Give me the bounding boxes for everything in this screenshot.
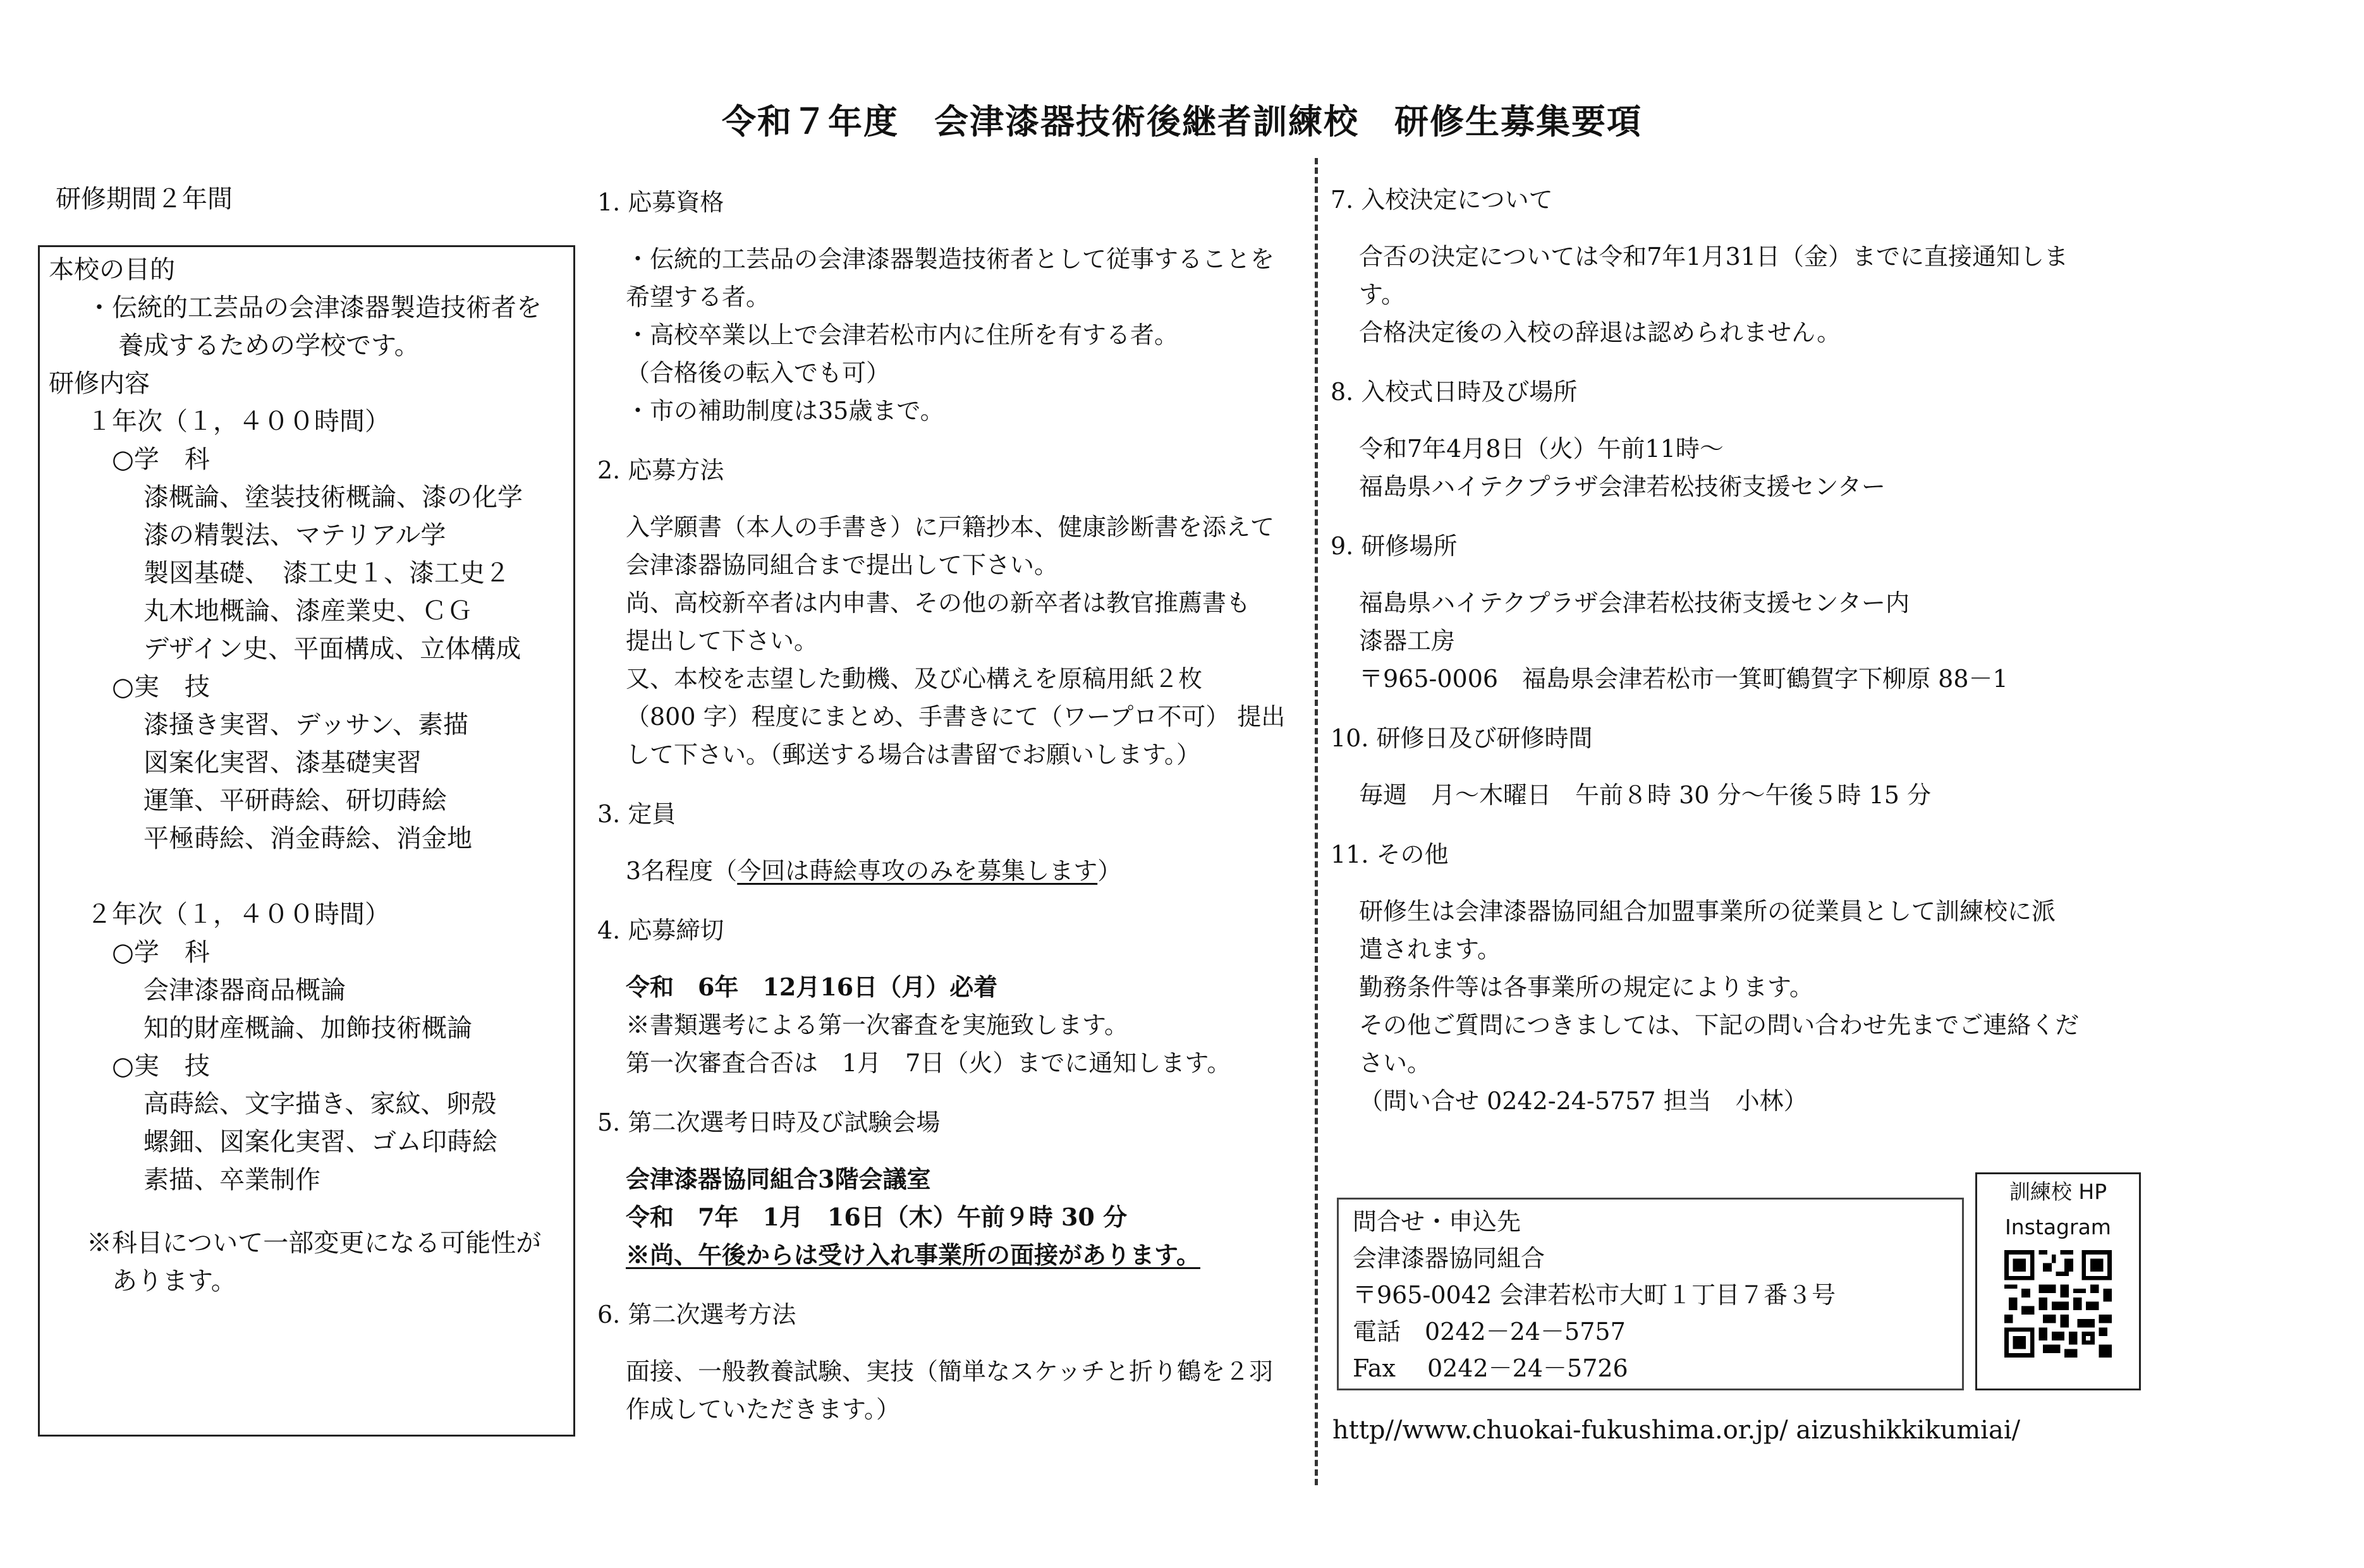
content-label: 研修内容 xyxy=(49,369,150,398)
practice-line: 螺鈿、図案化実習、ゴム印蒔絵 xyxy=(143,1127,497,1157)
text-line: 第一次審査合否は 1月 7日（火）までに通知します。 xyxy=(626,1049,1231,1077)
text-line: 福島県ハイテクプラザ会津若松技術支援センター内 xyxy=(1359,589,1910,617)
website-url[interactable]: http//www.chuokai-fukushima.or.jp/ aizushikkikumiai/ xyxy=(1332,1416,2021,1445)
contact-heading: 問合せ・申込先 xyxy=(1353,1208,1521,1236)
section-body xyxy=(597,240,1299,430)
text-line: （問い合せ 0242-24-5757 担当 小林） xyxy=(1359,1087,1808,1115)
subject-line: 漆概論、塗装技術概論、漆の化学 xyxy=(143,483,523,512)
contact-org: 会津漆器協同組合 xyxy=(1353,1244,1545,1272)
practice-line: 運筆、平研蒔絵、研切蒔絵 xyxy=(143,786,447,815)
text-line: 合格決定後の入校の辞退は認められません。 xyxy=(1359,319,1841,346)
text-line: 研修生は会津漆器協同組合加盟事業所の従業員として訓練校に派 xyxy=(1359,897,2056,925)
exam-note: ※尚、午後からは受け入れ事業所の面接があります。 xyxy=(626,1241,1200,1269)
text-line: 尚、高校新卒者は内申書、その他の新卒者は教官推薦書も xyxy=(626,589,1251,617)
page-title: 令和７年度 会津漆器技術後継者訓練校 研修生募集要項 xyxy=(722,102,1642,142)
subject-line: 会津漆器商品概論 xyxy=(143,976,346,1005)
section-body xyxy=(1331,892,2146,1120)
section-body xyxy=(597,508,1299,774)
text-line: ・高校卒業以上で会津若松市内に住所を有する者。 xyxy=(626,321,1179,349)
curriculum-box xyxy=(38,245,575,1437)
note-line: あります。 xyxy=(112,1267,236,1296)
text-line: ※書類選考による第一次審査を実施致します。 xyxy=(626,1011,1128,1039)
text-line: 〒965-0006 福島県会津若松市一箕町鶴賀字下柳原 88－1 xyxy=(1359,665,2008,693)
section-heading: 8. 入校式日時及び場所 xyxy=(1331,378,1578,406)
year1-heading: １年次（１，４００時間） xyxy=(87,407,390,436)
section-heading: 1. 応募資格 xyxy=(597,188,724,216)
text-line: 令和7年4月8日（火）午前11時～ xyxy=(1359,435,1724,463)
section-heading: 7. 入校決定について xyxy=(1331,186,1553,214)
note-line: ※科目について一部変更になる可能性が xyxy=(87,1229,542,1258)
section-heading: 10. 研修日及び研修時間 xyxy=(1331,724,1593,752)
subject-line: 製図基礎、 漆工史１、漆工史２ xyxy=(143,559,510,588)
text-line: 毎週 月～木曜日 午前８時 30 分～午後５時 15 分 xyxy=(1359,781,1932,809)
section-body xyxy=(597,852,1299,890)
text-line: 合否の決定については令和7年1月31日（金）までに直接通知しま xyxy=(1359,243,2068,270)
practice-line: 素描、卒業制作 xyxy=(143,1165,320,1194)
contact-box xyxy=(1337,1198,1964,1390)
text-line: 会津漆器協同組合まで提出して下さい。 xyxy=(626,551,1059,579)
subject-line: 丸木地概論、漆産業史、ＣＧ xyxy=(143,597,472,626)
text-line: 又、本校を志望した動機、及び心構えを原稿用紙２枚 xyxy=(626,665,1203,693)
subject-line: デザイン史、平面構成、立体構成 xyxy=(143,635,521,664)
section-body xyxy=(1331,238,2146,351)
text-line: 提出して下さい。 xyxy=(626,627,819,655)
section-heading: 11. その他 xyxy=(1331,841,1449,868)
deadline-date: 令和 6年 12月16日（月）必着 xyxy=(626,973,998,1001)
qr-box[interactable] xyxy=(1975,1172,2141,1390)
purpose-text: 養成するための学校です。 xyxy=(118,331,420,360)
text-line: 漆器工房 xyxy=(1359,627,1456,655)
section-heading: 6. 第二次選考方法 xyxy=(597,1301,796,1328)
exam-date: 令和 7年 1月 16日（木）午前９時 30 分 xyxy=(626,1203,1128,1231)
text-line: その他ご質問につきましては、下記の問い合わせ先までご連絡くだ xyxy=(1359,1011,2080,1039)
section-heading: 4. 応募締切 xyxy=(597,916,724,944)
year1-practice-heading: ○実 技 xyxy=(112,672,210,702)
contact-address: 〒965-0042 会津若松市大町１丁目７番３号 xyxy=(1353,1281,1836,1309)
right-column xyxy=(1331,181,2146,1141)
middle-column xyxy=(597,183,1299,1450)
contact-phone: 電話 0242－24－5757 xyxy=(1353,1318,1626,1346)
training-period: 研修期間２年間 xyxy=(56,185,233,214)
practice-line: 平極蒔絵、消金蒔絵、消金地 xyxy=(143,824,472,853)
year2-practice-heading: ○実 技 xyxy=(112,1052,210,1081)
text-line: 作成していただきます。） xyxy=(626,1395,900,1423)
capacity-text: ） xyxy=(1097,857,1122,885)
section-heading: 5. 第二次選考日時及び試験会場 xyxy=(597,1109,941,1136)
section-body xyxy=(597,1352,1299,1428)
text-line: 勤務条件等は各事業所の規定によります。 xyxy=(1359,973,1813,1001)
text-line: ・市の補助制度は35歳まで。 xyxy=(626,397,944,425)
year2-subject-heading: ○学 科 xyxy=(112,938,210,967)
subject-line: 知的財産概論、加飾技術概論 xyxy=(143,1014,472,1043)
text-line: 遣されます。 xyxy=(1359,935,1501,963)
capacity-note: 今回は蒔絵専攻のみを募集します xyxy=(737,857,1098,885)
text-line: （800 字）程度にまとめ、手書きにて（ワープロ不可） 提出 xyxy=(626,703,1286,731)
text-line: して下さい。（郵送する場合は書留でお願いします。） xyxy=(626,741,1200,769)
section-body xyxy=(597,1160,1299,1274)
qr-label: Instagram xyxy=(2005,1215,2111,1239)
text-line: さい。 xyxy=(1359,1049,1432,1077)
section-body xyxy=(597,968,1299,1082)
section-body xyxy=(1331,584,2146,698)
text-line: 面接、一般教養試験、実技（簡単なスケッチと折り鶴を２羽 xyxy=(626,1358,1274,1385)
section-body xyxy=(1331,430,2146,506)
text-line: 福島県ハイテクプラザ会津若松技術支援センター xyxy=(1359,473,1886,501)
practice-line: 図案化実習、漆基礎実習 xyxy=(143,748,422,777)
text-line: 入学願書（本人の手書き）に戸籍抄本、健康診断書を添えて xyxy=(626,513,1275,541)
qr-label: 訓練校 HP xyxy=(2009,1179,2107,1204)
capacity-text: 3名程度（ xyxy=(626,857,738,885)
section-heading: 9. 研修場所 xyxy=(1331,532,1458,560)
text-line: 希望する者。 xyxy=(626,283,771,311)
practice-line: 高蒔絵、文字描き、家紋、卵殻 xyxy=(143,1090,497,1119)
exam-venue: 会津漆器協同組合3階会議室 xyxy=(626,1165,931,1193)
text-line: す。 xyxy=(1359,281,1405,308)
practice-line: 漆掻き実習、デッサン、素描 xyxy=(143,710,468,739)
text-line: （合格後の転入でも可） xyxy=(626,359,891,387)
year2-heading: ２年次（１，４００時間） xyxy=(87,900,390,929)
subject-line: 漆の精製法、マテリアル学 xyxy=(143,521,446,550)
section-heading: 2. 応募方法 xyxy=(597,456,724,484)
year1-subject-heading: ○学 科 xyxy=(112,445,210,474)
contact-fax: Fax 0242－24－5726 xyxy=(1353,1354,1628,1382)
text-line: ・伝統的工芸品の会津漆器製造技術者として従事することを xyxy=(626,245,1275,273)
purpose-label: 本校の目的 xyxy=(49,255,175,284)
qr-code-icon[interactable] xyxy=(2004,1250,2112,1358)
purpose-text: ・伝統的工芸品の会津漆器製造技術者を xyxy=(87,293,542,322)
section-heading: 3. 定員 xyxy=(597,800,676,828)
section-body xyxy=(1331,776,2146,814)
column-divider xyxy=(1315,158,1318,1485)
